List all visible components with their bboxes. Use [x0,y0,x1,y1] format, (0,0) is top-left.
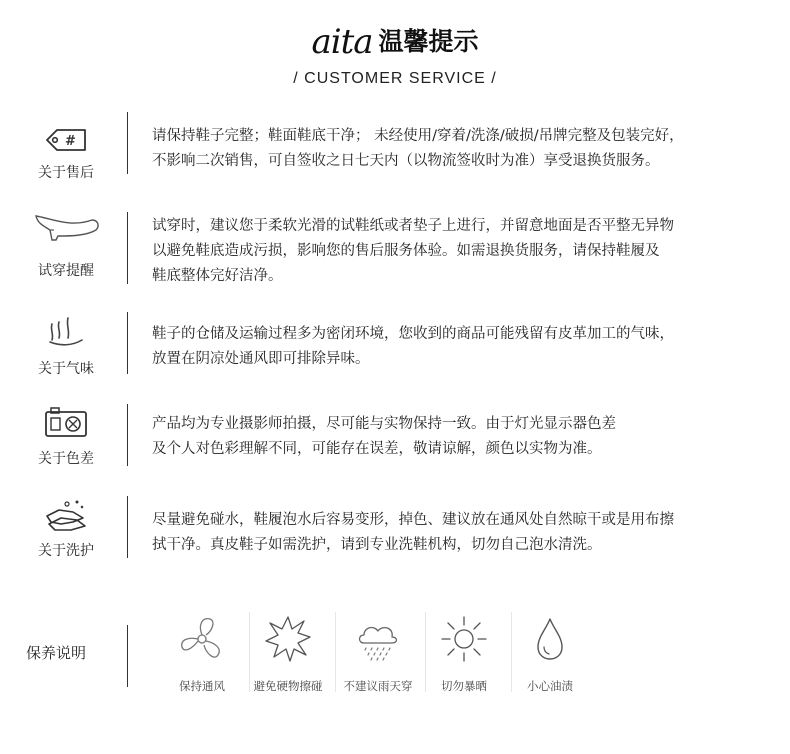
header [0,22,790,92]
spiky-burst-icon [242,608,334,670]
odor-icon [26,312,106,346]
brand-logo: aita [311,22,373,62]
high-heel-shoe-icon [26,208,106,242]
care-item-no-rain [332,608,424,694]
section-icon-box [26,208,106,280]
text-line: 鞋子的仓储及运输过程多为密闭环境，您收到的商品可能残留有皮革加工的气味， [152,326,674,342]
divider [127,212,128,284]
text-line: 放置在阴凉处通风即可排除异味。 [152,351,370,367]
text-line: 鞋底整体完好洁净。 [152,268,283,284]
care-instructions [0,600,790,710]
text-line: 以避免鞋底造成污损，影响您的售后服务体验。如需退换货服务，请保持鞋履及 [152,243,660,259]
text-line: 请保持鞋子完整；鞋面鞋底干净； 未经使用/穿着/洗涤/破损/吊牌完整及包装完好， [152,128,684,144]
section-label: 关于洗护 [38,543,94,559]
section-icon-box [26,404,106,468]
care-item-oil-stain [504,608,596,694]
section-text [152,214,762,289]
care-item-label: 切勿暴晒 [441,679,487,693]
care-label: 保养说明 [26,644,87,662]
section-icon-box [26,312,106,378]
section-odor [0,312,790,382]
section-text [152,124,762,174]
section-label: 关于售后 [38,165,94,181]
text-line: 产品均为专业摄影师拍摄，尽可能与实物保持一致。由于灯光显示器色差 [152,416,616,432]
divider [127,312,128,374]
care-item-label: 保持通风 [179,679,225,693]
section-washing-care [0,496,790,566]
washing-hands-icon [26,496,106,532]
camera-icon [26,404,106,438]
care-item-avoid-scratch [242,608,334,694]
section-after-sales [0,112,790,182]
text-line: 及个人对色彩理解不同，可能存在误差，敬请谅解，颜色以实物为准。 [152,441,602,457]
fan-icon [156,608,248,670]
care-item-label: 避免硬物擦碰 [253,679,323,693]
care-item-label: 小心油渍 [527,679,573,693]
section-label: 关于气味 [38,361,94,377]
price-tag-icon [26,112,106,156]
oil-drop-icon [504,608,596,670]
divider [127,625,128,687]
section-text [152,412,762,462]
section-color-difference [0,404,790,474]
section-try-on [0,208,790,288]
svg-text:#: # [65,134,76,149]
page-title: 温馨提示 [378,27,479,56]
care-item-ventilate [156,608,248,694]
care-item-no-sun [418,608,510,694]
page-subtitle: / CUSTOMER SERVICE / [293,70,497,87]
text-line: 试穿时，建议您于柔软光滑的试鞋纸或者垫子上进行，并留意地面是否平整无异物 [152,218,674,234]
section-text [152,508,762,558]
text-line: 拭干净。真皮鞋子如需洗护，请到专业洗鞋机构，切勿自己泡水清洗。 [152,537,602,553]
section-icon-box [26,112,106,182]
section-label: 关于色差 [38,451,94,467]
divider [127,496,128,558]
divider [127,404,128,466]
section-text [152,322,762,372]
sun-icon [418,608,510,670]
text-line: 不影响二次销售，可自签收之日七天内（以物流签收时为准）享受退换货服务。 [152,153,660,169]
rain-cloud-icon [332,608,424,670]
brand-row [0,22,790,62]
care-item-label: 不建议雨天穿 [343,679,413,693]
section-icon-box [26,496,106,560]
divider [127,112,128,174]
text-line: 尽量避免碰水，鞋履泡水后容易变形，掉色、建议放在通风处自然晾干或是用布擦 [152,512,674,528]
section-label: 试穿提醒 [38,263,94,279]
